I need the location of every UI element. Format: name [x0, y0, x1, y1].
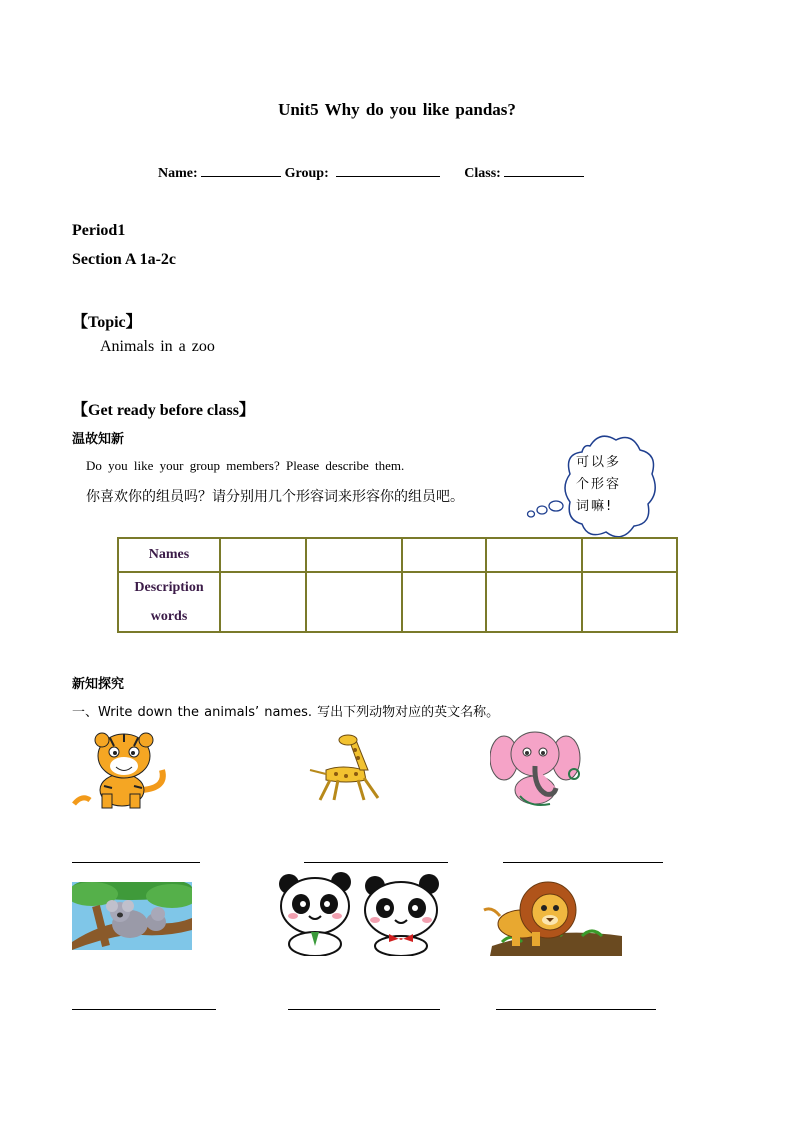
table-row [118, 538, 677, 572]
bubble-line: 可以多 [576, 455, 622, 470]
tiger-icon [72, 730, 172, 810]
period-heading: Period1 [72, 222, 126, 239]
new-knowledge-title: 新知探究 [72, 677, 125, 692]
table-cell[interactable] [402, 538, 486, 572]
answer-line[interactable] [503, 862, 663, 863]
table-cell[interactable] [306, 572, 402, 632]
table-cell[interactable] [402, 572, 486, 632]
description-table [117, 537, 678, 633]
group-label: Group: [284, 166, 329, 181]
lion-icon [482, 876, 624, 956]
elephant-icon [490, 730, 585, 808]
topic-text: Animals in a zoo [100, 338, 215, 355]
group-field[interactable] [336, 164, 440, 177]
review-title: 温故知新 [72, 432, 125, 447]
name-field[interactable] [201, 164, 281, 177]
bubble-line: 词嘛! [576, 499, 614, 514]
table-cell[interactable] [582, 572, 677, 632]
answer-line[interactable] [72, 1009, 216, 1010]
instruction-chinese: 你喜欢你的组员吗？请分别用几个形容词来形容你的组员吧。 [86, 489, 464, 505]
table-row [118, 572, 677, 632]
answer-line[interactable] [304, 862, 448, 863]
table-cell[interactable] [486, 538, 582, 572]
student-info-row [158, 164, 584, 182]
name-label: Name: [158, 166, 198, 181]
table-cell[interactable] [220, 572, 306, 632]
names-label: Names [118, 538, 220, 572]
topic-heading: 【Topic】 [72, 314, 142, 331]
get-ready-heading: 【Get ready before class】 [72, 402, 255, 419]
section-heading: Section A 1a-2c [72, 251, 176, 268]
bubble-line: 个形容 [576, 477, 622, 492]
answer-line[interactable] [288, 1009, 440, 1010]
table-cell[interactable] [220, 538, 306, 572]
description-label-line2: words [150, 609, 188, 624]
table-cell[interactable] [582, 538, 677, 572]
panda-icon [277, 872, 443, 956]
page-title: Unit5 Why do you like pandas? [278, 100, 516, 119]
answer-line[interactable] [496, 1009, 656, 1010]
description-words-label [118, 572, 220, 632]
bubble-text [576, 452, 638, 518]
class-field[interactable] [504, 164, 584, 177]
instruction-english: Do you like your group members? Please describe them. [86, 458, 405, 473]
task-instruction: 一、Write down the animals’ names. 写出下列动物对应的英文名称。 [72, 705, 500, 720]
koala-icon [72, 882, 192, 950]
description-label-line1: Description [134, 580, 204, 595]
answer-line[interactable] [72, 862, 200, 863]
giraffe-icon [306, 730, 386, 802]
table-cell[interactable] [306, 538, 402, 572]
table-cell[interactable] [486, 572, 582, 632]
class-label: Class: [464, 166, 501, 181]
